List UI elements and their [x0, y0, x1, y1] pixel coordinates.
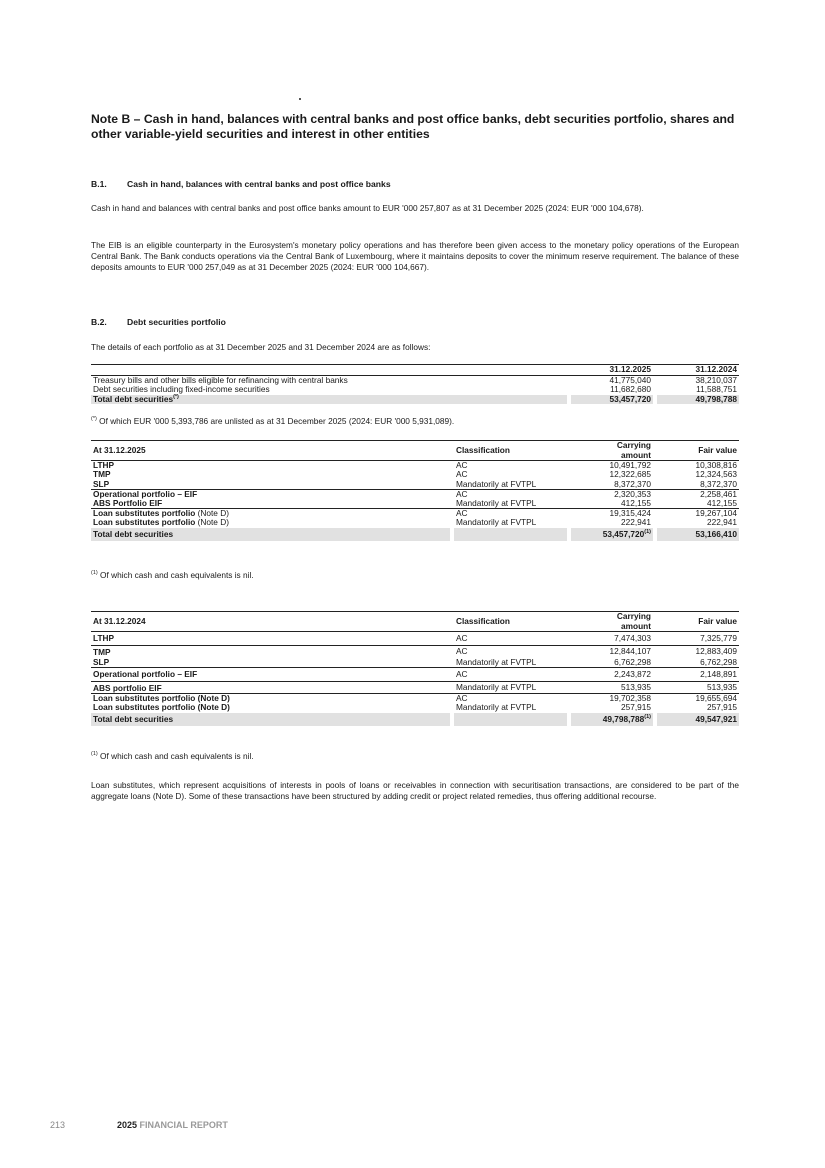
- table-row: Operational portfolio – EIF AC 2,320,353 2,258,461: [93, 488, 737, 499]
- portfolio-table-2025: [91, 440, 739, 541]
- table-2025-header-row: At 31.12.2025 Classification Carrying amount Fair value: [93, 440, 737, 460]
- table-row: LTHP AC 10,491,792 10,308,816: [93, 460, 737, 471]
- table-row: TMP AC 12,322,685 12,324,563: [93, 469, 737, 480]
- table-row: Loan substitutes portfolio (Note D) AC 19,702,358 19,655,694: [93, 693, 737, 704]
- summary-total-row: Total debt securities(*) 53,457,720 49,798,788: [93, 393, 737, 404]
- table-row: ABS Portfolio EIF Mandatorily at FVTPL 412,155 412,155: [93, 498, 737, 508]
- table-row: Loan substitutes portfolio (Note D) Mandatorily at FVTPL 222,941 222,941: [93, 517, 737, 528]
- section-b2-heading: [91, 317, 226, 327]
- note-title: Note B – Cash in hand, balances with central banks and post office banks, debt securities portfolio, shares and other variable-yield securities and interest in other entities: [91, 112, 735, 141]
- summary-col-2025: 31.12.2025: [571, 365, 653, 376]
- portfolio-table-2024: [91, 611, 739, 726]
- summary-footnote: (*) Of which EUR '000 5,393,786 are unlisted as at 31 December 2025 (2024: EUR '000 5,931,089).: [91, 416, 455, 426]
- table-2025-footnote: $^{(1)}$ Of which cash and cash equivalents is nil.: [91, 570, 254, 580]
- table-row: LTHP AC 7,474,303 7,325,779: [91, 632, 739, 646]
- table-row: ABS portfolio EIF Mandatorily at FVTPL 513,935 513,935: [93, 682, 737, 693]
- table-row: Treasury bills and other bills eligible for refinancing with central banks 41,775,040 38,210,037: [93, 374, 737, 385]
- section-b2-number: B.2.: [91, 317, 107, 327]
- page-number: 213: [50, 1120, 66, 1130]
- brand-year: 2025: [117, 1120, 138, 1130]
- section-b1-heading: [91, 179, 391, 189]
- table-row: SLP Mandatorily at FVTPL 8,372,370 8,372,370: [93, 478, 737, 489]
- table-row: SLP Mandatorily at FVTPL 6,762,298 6,762,298: [93, 656, 737, 667]
- table-row: TMP AC 12,844,107 12,883,409: [93, 646, 737, 658]
- table-row: Loan substitutes portfolio (Note D) AC 19,315,424 19,267,104: [93, 508, 737, 519]
- table-row: Operational portfolio – EIF AC 2,243,872 2,148,891: [91, 667, 739, 681]
- summary-col-2024: 31.12.2024: [657, 365, 739, 376]
- table-2025-total-row: Total debt securities 53,457,720$^{(1)}$ 53,166,410: [91, 528, 739, 541]
- b2-intro: The details of each portfolio as at 31 December 2025 and 31 December 2024 are as follows:: [91, 342, 431, 352]
- table-row: Loan substitutes portfolio (Note D) Mandatorily at FVTPL 257,915 257,915: [93, 702, 737, 713]
- b1-paragraph-2: The EIB is an eligible counterparty in the Eurosystem's monetary policy operations and has therefore been given access to the monetary policy operations of the European Central Bank. The Bank conducts operations via the Central Bank of Luxembourg, where it maintains deposits to cover the minimum reserve requirement. The balance of these deposits amounts to EUR '000 257,049 as at 31 December 2025 (2024: EUR '000 104,667).: [91, 240, 739, 272]
- summary-table: [91, 364, 739, 404]
- section-b1-title: Cash in hand, balances with central banks and post office banks: [127, 179, 391, 189]
- report-brand: [117, 1120, 228, 1130]
- stray-dot: [299, 98, 301, 100]
- summary-header-row: [91, 365, 739, 376]
- brand-text: FINANCIAL REPORT: [139, 1120, 228, 1130]
- table-2024-total-row: Total debt securities 49,798,788$^{(1)}$ 49,547,921: [91, 713, 739, 726]
- table-row: Debt securities including fixed-income securities 11,682,680 11,588,751: [93, 384, 737, 395]
- section-b2-title: Debt securities portfolio: [127, 317, 226, 327]
- table-2024-footnote: $^{(1)}$ Of which cash and cash equivalents is nil.: [91, 751, 254, 761]
- table-2024-header-row: At 31.12.2024 Classification Carrying amount Fair value: [93, 611, 737, 631]
- b2-closing-paragraph: Loan substitutes, which represent acquisitions of interests in pools of loans or receivables in connection with securitisation transactions, are considered to be part of the aggregate loans (Note D). Some of these transactions have been structured by adding credit or project related remedies, thus offering additional recourse.: [91, 780, 739, 801]
- b1-paragraph-1: Cash in hand and balances with central banks and post office banks amount to EUR '000 257,807 as at 31 December 2025 (2024: EUR '000 104,678).: [91, 203, 644, 213]
- section-b1-number: B.1.: [91, 179, 107, 189]
